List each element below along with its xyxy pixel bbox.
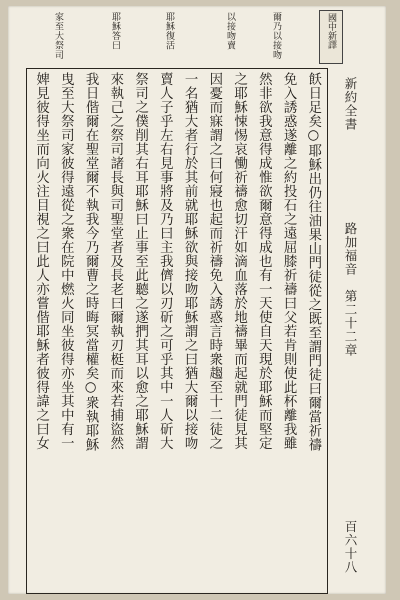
text-column: 來執己之祭司諸長與司聖堂者及長老曰爾執刃梃而來若捕盜然 (107, 72, 123, 450)
margin-note-4: 耶穌答曰 (110, 12, 120, 50)
text-column: 我日偕爾在聖堂爾不執我今乃爾曹之時晦冥當權矣○衆執耶穌 (83, 72, 99, 452)
text-column: 婢見彼得坐而向火注目視之曰此人亦嘗偕耶穌者彼得諱之曰女 (33, 72, 49, 450)
book-title: 新約全書 (343, 77, 358, 131)
page-number: 百六十八 (343, 520, 358, 574)
body-text (30, 72, 324, 590)
margin-note-2: 以接吻賣 (225, 12, 235, 50)
margin-note-3: 耶穌復活 (164, 12, 174, 50)
text-column: 祭司之僕削其右耳耶穌曰止事至此聽之遂捫其耳以愈之耶穌謂 (132, 72, 148, 450)
chapter-heading: 路加福音 第二十二章 (343, 222, 358, 357)
margin-note-5: 家至大祭司 (53, 12, 63, 60)
margin-note-1: 爾乃以接吻 (271, 12, 281, 60)
book-page (8, 6, 386, 594)
text-column: 之耶穌悚惕哀慟祈禱愈切汗如滴血落於地禱畢而起就門徒見其 (231, 72, 247, 450)
text-column: 曳至大祭司家彼得遠從之衆在院中燃火同坐彼得亦坐其中有一 (58, 72, 74, 450)
text-column: 賣人子乎左右見事將及乃曰主我儕以刃斫之可乎其中一人斫大 (157, 72, 173, 450)
text-column: 飫日足矣○耶穌出仍往油果山門徒從之既至謂門徒曰爾當祈禱 (305, 72, 321, 452)
stamp-text: 國中新譯 (326, 13, 336, 49)
text-column: 然非欲我意得成惟欲爾意得成也有一天使自天現於耶穌而堅定 (256, 72, 272, 450)
library-stamp (319, 10, 343, 64)
text-column: 一名猶大者行於其前就耶穌欲與接吻耶穌謂之曰猶大爾以接吻 (182, 72, 198, 450)
text-column: 免入誘惑遂離之約投石之遠屈膝祈禱曰父若肯則使此杯離我雖 (281, 72, 297, 450)
text-column: 因憂而寐謂之曰何寢也起而祈禱免入誘惑言時衆趨至十二徒之 (206, 72, 222, 450)
